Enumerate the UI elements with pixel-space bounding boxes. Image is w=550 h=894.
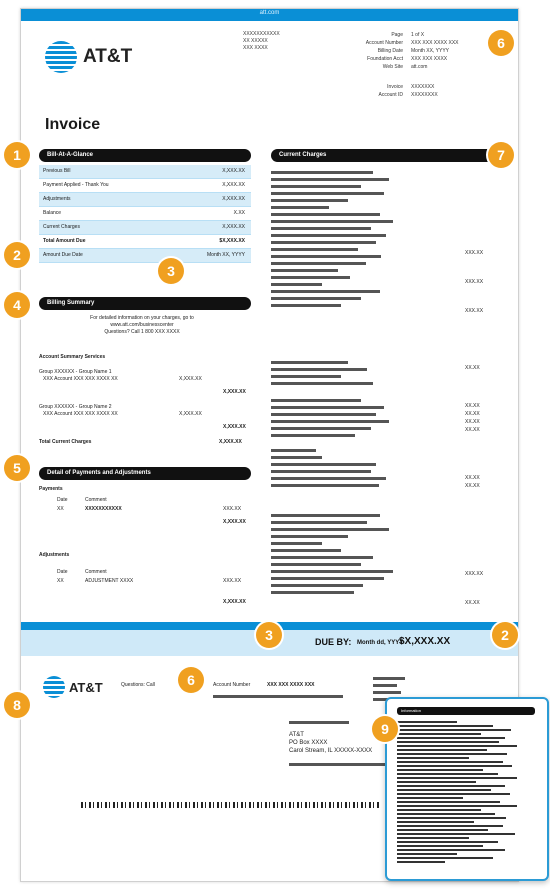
callout-3-due: 3: [256, 622, 282, 648]
label-account-id: Account ID: [378, 92, 403, 98]
callout-2-due: 2: [492, 622, 518, 648]
summary-group-name: Group XXXXXX - Group Name 1: [39, 369, 112, 375]
value-page: 1 of X: [411, 32, 425, 38]
barcode: [81, 802, 381, 808]
glance-label: Balance: [43, 210, 62, 216]
due-date: Month dd, YYYY: [357, 640, 404, 646]
stub-account-number-label: Account Number: [213, 682, 251, 688]
glance-row: [39, 221, 251, 235]
adjustment-date: XX: [57, 578, 64, 584]
due-amount: $X,XXX.XX: [399, 636, 451, 647]
due-by-label: DUE BY:: [315, 637, 352, 647]
total-current-charges-label: Total Current Charges: [39, 439, 92, 445]
glance-value: Month XX, YYYY: [207, 252, 245, 258]
payments-heading: Detail of Payments and Adjustments: [39, 467, 251, 480]
label-invoice: Invoice: [387, 84, 403, 90]
back-page-inset: [385, 697, 549, 881]
glance-label: Payment Applied - Thank You: [43, 182, 109, 188]
top-strip: [21, 9, 518, 21]
charges-text-block: [271, 449, 399, 491]
globe-icon: [43, 676, 65, 698]
att-logo-stub: [43, 676, 103, 698]
glance-row: [39, 165, 251, 179]
glance-value: X,XXX.XX: [222, 196, 245, 202]
value-account-id: XXXXXXXX: [411, 92, 438, 98]
charge-amount: XX.XX: [465, 411, 480, 417]
remit-address-line: Carol Stream, IL XXXXX-XXXX: [289, 748, 373, 754]
payment-total: X,XXX.XX: [223, 519, 246, 525]
glance-label: Amount Due Date: [43, 252, 83, 258]
summary-group-sub: XXX Account XXX XXX XXXX XX: [43, 376, 118, 382]
invoice-values: [411, 83, 438, 99]
glance-value: X,XXX.XX: [222, 182, 245, 188]
account-labels: [349, 31, 403, 71]
summary-group-total: X,XXX.XX: [223, 424, 246, 430]
back-page-heading: Information: [397, 707, 535, 715]
label-foundation: Foundation Acct: [367, 56, 403, 62]
label-account-number: Account Number: [365, 40, 403, 46]
charge-amount: XXX.XX: [465, 308, 484, 314]
payments-col-date: Date: [57, 497, 68, 503]
charges-text-block: [271, 171, 399, 311]
adjustments-col-date: Date: [57, 569, 68, 575]
payment-date: XX: [57, 506, 64, 512]
glance-label: Current Charges: [43, 224, 80, 230]
billing-summary-heading: Billing Summary: [39, 297, 251, 310]
callout-3: 3: [158, 258, 184, 284]
charges-text-block: [271, 361, 399, 389]
value-invoice: XXXXXXX: [411, 84, 435, 90]
callout-5: 5: [4, 455, 30, 481]
address-line: XXX XXXX: [243, 45, 268, 51]
account-values: [411, 31, 459, 71]
value-billing-date: Month XX, YYYY: [411, 48, 449, 54]
address-line: XXXXXXXXXXX: [243, 31, 280, 37]
glance-value: X,XXX.XX: [222, 168, 245, 174]
glance-value: $X,XXX.XX: [219, 238, 245, 244]
invoice-labels: [361, 83, 403, 99]
glance-label: Adjustments: [43, 196, 71, 202]
glance-value: X,XXX.XX: [222, 224, 245, 230]
stub-account-number: XXX XXX XXXX XXX: [267, 682, 315, 688]
charge-amount: XX.XX: [465, 475, 480, 481]
back-page-text: [397, 721, 517, 865]
charges-text-block: [271, 514, 399, 598]
payments-col-comment: Comment: [85, 497, 107, 503]
glance-row: [39, 193, 251, 207]
charge-amount: XXX.XX: [465, 250, 484, 256]
glance-label: Total Amount Due: [43, 238, 86, 244]
summary-group-sub: XXX Account XXX XXX XXXX XX: [43, 411, 118, 417]
label-page: Page: [391, 32, 403, 38]
stub-text: [213, 695, 343, 702]
charge-amount: XX.XX: [465, 403, 480, 409]
total-current-charges-value: X,XXX.XX: [219, 439, 242, 445]
intro-line: Questions? Call 1 800 XXX XXXX: [104, 329, 180, 335]
top-strip-text: att.com: [259, 10, 280, 16]
callout-4: 4: [4, 292, 30, 318]
callout-1: 1: [4, 142, 30, 168]
glance-row-due-date: [39, 249, 251, 263]
charge-amount: XX.XX: [465, 600, 480, 606]
payment-comment: XXXXXXXXXXX: [85, 506, 122, 512]
callout-8: 8: [4, 692, 30, 718]
adjustment-comment: ADJUSTMENT XXXX: [85, 578, 134, 584]
value-web-site: att.com: [411, 64, 428, 70]
att-logo: [45, 41, 132, 73]
globe-icon: [45, 41, 77, 73]
stub-account-label: Questions: Call: [121, 682, 155, 688]
page-title: Invoice: [45, 116, 101, 133]
charge-amount: XX.XX: [465, 483, 480, 489]
label-web-site: Web Site: [382, 64, 403, 70]
glance-label: Previous Bill: [43, 168, 71, 174]
glance-row-total: [39, 235, 251, 249]
charge-amount: XX.XX: [465, 419, 480, 425]
remit-address-line: AT&T: [289, 732, 304, 738]
adjustment-total: X,XXX.XX: [223, 599, 246, 605]
logo-text: AT&T: [69, 679, 103, 695]
charge-amount: XX.XX: [465, 427, 480, 433]
charges-text-block: [271, 399, 399, 441]
summary-group-total: X,XXX.XX: [223, 389, 246, 395]
current-charges-heading: Current Charges: [271, 149, 495, 162]
glance-row: [39, 207, 251, 221]
glance-row: [39, 179, 251, 193]
label-billing-date: Billing Date: [377, 48, 403, 54]
billing-intro: [67, 315, 217, 336]
charge-amount: XX.XX: [465, 365, 480, 371]
bill-at-a-glance-heading: Bill-At-A-Glance: [39, 149, 251, 162]
summary-column-head: Account Summary Services: [39, 354, 106, 360]
adjustments-label: Adjustments: [39, 552, 70, 558]
remit-address-line: PO Box XXXX: [289, 740, 328, 746]
value-account-number: XXX XXX XXXX XXX: [411, 40, 459, 46]
value-foundation: XXX XXX XXXX: [411, 56, 448, 62]
charge-amount: XXX.XX: [465, 571, 484, 577]
charge-amount: XXX.XX: [465, 279, 484, 285]
callout-7: 7: [488, 142, 514, 168]
glance-value: X.XX: [233, 210, 245, 216]
callout-6-stub: 6: [178, 667, 204, 693]
payments-label: Payments: [39, 486, 63, 492]
remit-code: [289, 763, 399, 770]
address-line: XX XXXXX: [243, 38, 268, 44]
intro-line: www.att.com/businesscenter: [110, 322, 174, 328]
callout-6: 6: [488, 30, 514, 56]
callout-9: 9: [372, 716, 398, 742]
adjustment-amount: XXX.XX: [223, 578, 242, 584]
adjustments-col-comment: Comment: [85, 569, 107, 575]
sender-address: [243, 31, 280, 52]
intro-line: For detailed information on your charges, go to: [90, 315, 194, 321]
callout-2: 2: [4, 242, 30, 268]
summary-group-name: Group XXXXXX - Group Name 2: [39, 404, 112, 410]
logo-text: AT&T: [83, 46, 133, 67]
summary-group-amount: X,XXX.XX: [179, 376, 202, 382]
remit-heading-line: [289, 721, 349, 728]
summary-group-amount: X,XXX.XX: [179, 411, 202, 417]
payment-amount: XXX.XX: [223, 506, 242, 512]
remit-address: [289, 731, 372, 755]
